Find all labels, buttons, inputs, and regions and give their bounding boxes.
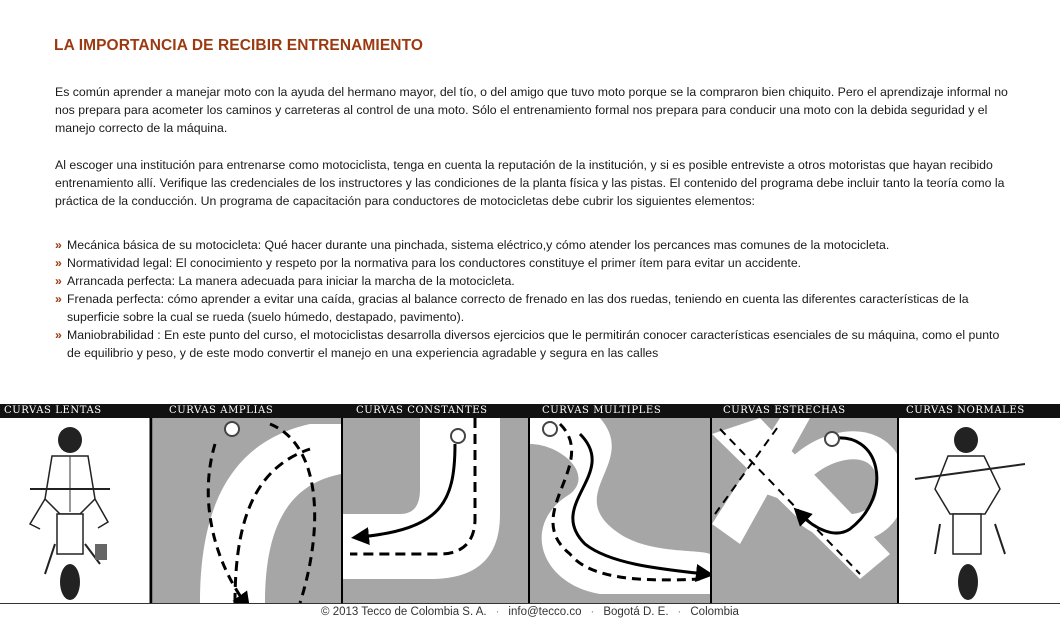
footer-copyright: © 2013 Tecco de Colombia S. A. — [321, 606, 487, 618]
wide-curve-diagram — [153, 418, 341, 603]
list-item — [55, 254, 1015, 272]
list-item — [55, 290, 1015, 326]
list-item — [55, 236, 1015, 254]
intro-paragraph: Es común aprender a manejar moto con la ayuda del hermano mayor, del tío, o del amigo que tuvo moto porque se la compraron bien chiquito. Pero el aprendizaje informal no nos prepara para acometer los caminos y carreteras al control de una moto. Sólo el entrenamiento formal nos prepara para conducir una moto con la debida seguridad y el manejo correcto de la máquina. — [55, 85, 1008, 135]
footer — [0, 606, 1060, 618]
curves-illustration-strip — [0, 404, 1060, 603]
list-item-text: Arrancada perfecta: La manera adecuada para iniciar la marcha de la motocicleta. — [67, 274, 515, 288]
curves-banner — [0, 404, 1060, 418]
list-item — [55, 326, 1015, 362]
footer-country: Colombia — [690, 606, 739, 618]
footer-email-link[interactable]: info@tecco.co — [508, 606, 582, 618]
footer-separator: · — [495, 606, 500, 618]
institution-paragraph: Al escoger una institución para entrenarse como motociclista, tenga en cuenta la reputación de la institución, y si es posible entreviste a otros motoristas que hayan recibido entrenamiento allí. Verifique las credenciales de los instructores y las condiciones de la planta física y las pistas. El contenido del programa debe incluir tanto la teoría como la práctica de la conducción. Un programa de capacitación para conductores de motocicletas debe cubrir los siguientes elementos: — [55, 158, 1005, 208]
constant-curve-diagram — [343, 418, 528, 603]
label-curvas-lentas: CURVAS LENTAS — [4, 405, 102, 416]
bullet-marker: » — [55, 238, 62, 252]
footer-separator: · — [590, 606, 595, 618]
list-item-text: Maniobrabilidad : En este punto del curso, el motociclistas desarrolla diversos ejercicios que le permitirán conocer características esenciales de su máquina, como el punto de equilibrio y peso, y de este modo convertir el manejo en una experiencia agradable y segura en las calles — [67, 328, 1000, 360]
footer-city: Bogotá D. E. — [603, 606, 669, 618]
page-title: LA IMPORTANCIA DE RECIBIR ENTRENAMIENTO — [54, 37, 424, 54]
label-curvas-constantes: CURVAS CONSTANTES — [356, 405, 488, 416]
tight-curve-diagram — [712, 418, 897, 603]
training-elements-list — [55, 236, 1015, 362]
bullet-marker: » — [55, 328, 62, 342]
label-curvas-estrechas: CURVAS ESTRECHAS — [723, 405, 846, 416]
bullet-marker: » — [55, 256, 62, 270]
list-item-text: Mecánica básica de su motocicleta: Qué hacer durante una pinchada, sistema eléctrico,y cómo atender los percances mas comunes de la motocicleta. — [67, 238, 890, 252]
list-item-text: Frenada perfecta: cómo aprender a evitar una caída, gracias al balance correcto de frenado en las dos ruedas, teniendo en cuenta las diferentes características de la superficie sobre la cual se rueda (suelo húmedo, destapado, pavimento). — [67, 292, 969, 324]
footer-divider — [0, 603, 1060, 604]
rider-front-illustration-right — [899, 418, 1060, 603]
list-item-text: Normatividad legal: El conocimiento y respeto por la normativa para los conductores constituye el primer ítem para evitar un accidente. — [67, 256, 802, 270]
bullet-marker: » — [55, 292, 62, 306]
list-item — [55, 272, 1015, 290]
footer-separator: · — [677, 606, 682, 618]
label-curvas-multiples: CURVAS MULTIPLES — [542, 405, 662, 416]
label-curvas-amplias: CURVAS AMPLIAS — [169, 405, 274, 416]
bullet-marker: » — [55, 274, 62, 288]
label-curvas-normales: CURVAS NORMALES — [906, 405, 1025, 416]
multiple-curve-diagram — [530, 418, 710, 603]
rider-front-illustration-left — [0, 418, 150, 603]
